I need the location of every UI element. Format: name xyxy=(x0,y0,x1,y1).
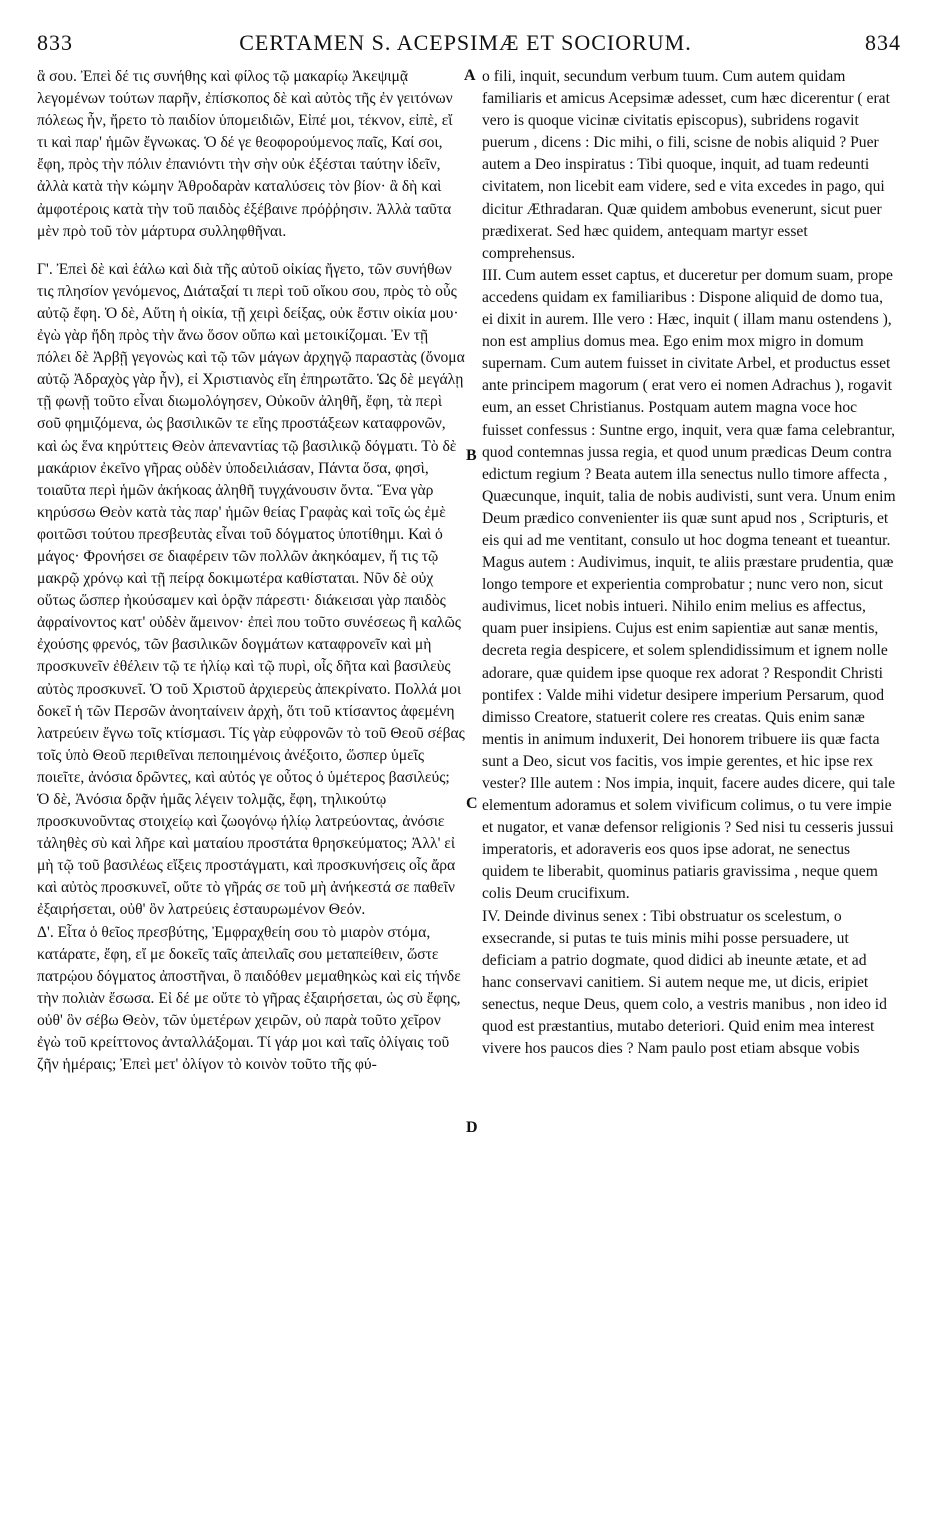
latin-paragraph-3: IV. Deinde divinus senex : Tibi obstruatur os scelestum, o exsecrande, si putas te tuis minis mihi posse persuadere, ut deficiam a patrio dogmate, quod didici ab ineunte ætate, et ad hanc conservavi canitiem. Si autem neque me, ut dicis, eripiet senectus, neque Deus, quem colo, a vestris manibus , non ideo id quod est præstantius, mutabo deteriori. Quid enim mea interest vivere hos paucos dies ? Nam paulo post etiam absque vobis xyxy=(482,907,887,1058)
right-page-number: 834 xyxy=(865,30,901,55)
greek-paragraph-1: ἃ σου. Ἐπεὶ δέ τις συνήθης καὶ φίλος τῷ μακαρίῳ Ἀκεψιμᾷ λεγομένων τούτων παρῆν, ἐπίσκοπος δὲ καὶ αὐτὸς τῆς ἐν γειτόνων πόλεως ἦν, ἤρετο τὸ παιδίον ὑπομειδιῶν, Εἰπέ μοι, τέκνον, εἰπὲ, εἴ τι καὶ παρ' ἡμῶν ἔγνωκας. Ὁ δέ γε θεοφορούμενος παῖς, Καί σοι, ἔφη, πρὸς τὴν πόλιν ἐπανιόντι τὴν σὴν οὐκ ἐξέσται ταύτην ἰδεῖν, ἀλλὰ κατὰ τὴν κώμην Ἀθροδαρὰν καταλύσεις τὸν βίον· ἃ δὴ καὶ ἀμφοτέροις κατὰ τὴν τοῦ παιδὸς ἐξέβαινε πρόῤῥησιν. Ἀλλὰ ταῦτα μὲν πρὸ τοῦ τὸν μάρτυρα συλληφθῆναι. xyxy=(37,68,453,240)
greek-paragraph-3: Δ'. Εἶτα ὁ θεῖος πρεσβύτης, Ἐμφραχθείη σου τὸ μιαρὸν στόμα, κατάρατε, ἔφη, εἴ με δοκεῖς ταῖς ἀπειλαῖς σου μεταπείθειν, ὥστε πατρῴου δόγματος ἀποστῆναι, ὃ παιδόθεν μεμαθηκὼς καὶ εἰς τήνδε τὴν πολιὰν ἔσωσα. Εἰ δέ με οὔτε τὸ γῆρας ἐξαιρήσεται, ὡς σὺ ἔφης, οὐθ' ὃν σέβω Θεὸν, τῶν ὑμετέρων χειρῶν, οὐ παρὰ τοῦτο χεῖρον ἐγὼ τοῦ κρείττονος ἀνταλλάξομαι. Τί γάρ μοι καὶ ταῖς ὀλίγαις τοῦ ζῆν ἡμέραις; Ἐπεὶ μετ' ὀλίγον τὸ κοινὸν τοῦτο τῆς φύ- xyxy=(37,923,461,1074)
latin-paragraph-1: o fili, inquit, secundum verbum tuum. Cum autem quidam familiaris et amicus Acepsimæ adesset, cum hæc dicerentur ( erat vero is quoque vicinæ civitatis episcopus), subridens rogavit puerum , dicens : Dic mihi, o fili, scisne de nobis aliquid ? Puer autem a Deo inspiratus : Tibi quoque, inquit, ad tuam redeunti civitatem, non licebit eam videre, sed e vita excedes in pago, qui dicitur Æthradaran. Quæ quidem ambobus evenerunt, sicut puer prædixerat. Sed hæc quidem, antequam martyr esset comprehensus. xyxy=(482,68,890,262)
margin-marker-c: C xyxy=(466,795,478,812)
latin-column xyxy=(482,66,896,1060)
margin-marker-a: A xyxy=(464,67,476,84)
running-title: CERTAMEN S. ACEPSIMÆ ET SOCIORUM. xyxy=(239,30,692,55)
margin-marker-b: B xyxy=(466,447,477,464)
page-header xyxy=(0,30,931,70)
greek-column xyxy=(37,66,465,1076)
latin-paragraph-2: III. Cum autem esset captus, et duceretur per domum suam, prope accedens quidam ex familiaribus : Dispone aliquid de domo tua, ei dixit in aurem. Ille vero : Hæc, inquit ( illam manu ostendens ), non est amplius domus mea. Ego enim mox migro in domum supernam. Cum autem fuisset in civitate Arbel, et productus esset ante principem magorum ( erat vero ei nomen Adrachus ), rogavit eum, an esset Christianus. Postquam autem magna voce hoc fuisset confessus : Suntne ergo, inquit, vera quæ fama celebrantur, quod contemnas jussa regia, et quod unum prædicas Deum contra edictum regium ? Beata autem illa senectus nullo timore affecta , Quæcunque, inquit, talia de nobis audivisti, sunt vera. Unum enim Deum prædico convenienter iis quæ sunt apud nos , Scripturis, et eis qui ad me ventitant, consulo ut hoc dogma teneant et tueantur. Magus autem : Audivimus, inquit, te aliis præstare prudentia, quæ longo tempore et experientia comprobatur ; nunc vero non, sicut audivimus, licet nobis intueri. Nihilo enim melius es affectus, quam puer insipiens. Cujus est enim sapientiæ aut sanæ mentis, decreta regia despicere, et solem splendidissimum et ignem nolle adorare, quæ quidem ipse quoque rex adorat ? Respondit Christi pontifex : Valde mihi videtur desipere imperium Persarum, quod dimisso Creatore, statuerit colere res creatas. Quis enim sanæ mentis in animum induxerit, Dei honorem tribuere iis quæ facta sunt a Deo, sicut vos facitis, vos impie gerentes, et hic ipse rex vester? Ille autem : Nos impia, inquit, facere audes dicere, qui tale elementum adoramus et solem vivificum colimus, o tu vere impie et nugator, et vanæ defensor religionis ? Sed nisi tu cesseris jussui imperatoris, et adoraveris eos quos ipse adorat, ne senectus quidem te liberabit, quominus patiaris gravissima , neque quem colis Deum crucifixum. xyxy=(482,266,896,903)
margin-marker-d: D xyxy=(466,1119,478,1136)
left-page-number: 833 xyxy=(37,30,73,55)
greek-paragraph-2: Γ'. Ἐπεὶ δὲ καὶ ἑάλω καὶ διὰ τῆς αὐτοῦ οἰκίας ἤγετο, τῶν συνήθων τις πλησίον γενόμενος, Διάταξαί τι περὶ τοῦ οἴκου σου, πρὸς τὸ οὖς αὐτῷ ἔφη. Ὁ δὲ, Αὕτη ἡ οἰκία, τῇ χειρὶ δείξας, οὐκ ἔστιν οἰκία μου· ἐγὼ γὰρ ἤδη πρὸς τὴν ἄνω ὅσον οὔπω καὶ μετοικίζομαι. Ἐν τῇ πόλει δὲ Ἀρβῇ γεγονὼς καὶ τῷ τῶν μάγων ἀρχηγῷ παραστὰς (ὄνομα αὐτῷ Ἀδραχὸς γὰρ ἦν), εἰ Χριστιανὸς εἴη ἐπηρωτᾶτο. Ὡς δὲ μεγάλῃ τῇ φωνῇ τοῦτο εἶναι διωμολόγησεν, Οὐκοῦν ἀληθῆ, ἔφη, τὰ περὶ σοῦ φημιζόμενα, ὡς βασιλικῶν τε εἴης προστάξεων καταφρονῶν, καὶ ὡς ἕνα κηρύττεις Θεὸν ἀπεναντίας τῷ βασιλικῷ δόγματι. Τὸ δὲ μακάριον ἐκεῖνο γῆρας οὐδὲν ὑποδειλιάσαν, Πάντα ὅσα, φησὶ, τοιαῦτα περὶ ἡμῶν ἀκήκοας ἀληθῆ τυγχάνουσιν ὄντα. Ἕνα γὰρ κηρύσσω Θεὸν κατὰ τὰς παρ' ἡμῶν θείας Γραφὰς καὶ τοῖς ὡς ἐμὲ φοιτῶσι τούτου πρεσβευτὰς εἶναι τοῦ δόγματος ὑποτίθημι. Καὶ ὁ μάγος· Φρονήσει σε διαφέρειν τῶν πολλῶν ἀκηκόαμεν, ἤ τις τῷ μακρῷ χρόνῳ καὶ τῇ πείρᾳ δοκιμωτέρα καθίσταται. Νῦν δὲ οὐχ οὕτως ὥσπερ ἠκούσαμεν καὶ ὁρᾷν πάρεστι· διάκεισαι γὰρ παιδὸς ἀφραίνοντος κατ' οὐδὲν ἄμεινον· ἐπεὶ που τοῦτο συνέσεως ἢ καλῶς ἐχούσης φρενός, τῶν βασιλικῶν δογμάτων καταφρονεῖν καὶ μὴ προσκυνεῖν ἐθέλειν τῷ τε ἡλίῳ καὶ τῷ πυρὶ, οἷς δῆτα καὶ βασιλεὺς αὐτὸς προσκυνεῖ. Ὁ τοῦ Χριστοῦ ἀρχιερεὺς ἀπεκρίνατο. Πολλά μοι δοκεῖ ἡ τῶν Περσῶν ἀνοηταίνειν ἀρχὴ, ὅτι τοῦ κτίσαντος ἀφεμένη λατρεύειν ἔγνω τοῖς κτίσμασι. Τίς γὰρ εὐφρονῶν τὸ τοῦ Θεοῦ σέβας τοῖς ὑπὸ Θεοῦ περιθεῖναι πεποιημένοις ἀνέξοιτο, ὥσπερ ὑμεῖς ποιεῖτε, ἀνόσια δρῶντες, καὶ αὐτός γε οὗτος ὁ ὑμέτερος βασιλεύς; Ὁ δὲ, Ἀνόσια δρᾷν ἡμᾶς λέγειν τολμᾷς, ἔφη, τηλικούτῳ προσκυνοῦντας στοιχείῳ καὶ ζωογόνῳ ἡλίῳ λατρεύοντας, ἀνόσιε τἀληθὲς σὺ καὶ λῆρε καὶ ματαίου προστάτα θρησκεύματος; Ἀλλ' εἰ μὴ τῷ τοῦ βασιλέως εἴξεις προστάγματι, καὶ προσκυνήσεις οἷς ἄρα καὶ αὐτὸς προσκυνεῖ, οὔτε τὸ γῆράς σε τοῦ μὴ ἀνήκεστά σε παθεῖν ἐξαιρήσεται, οὐθ' ὃν λατρεύεις ἐσταυρωμένον Θεόν. xyxy=(37,260,465,919)
